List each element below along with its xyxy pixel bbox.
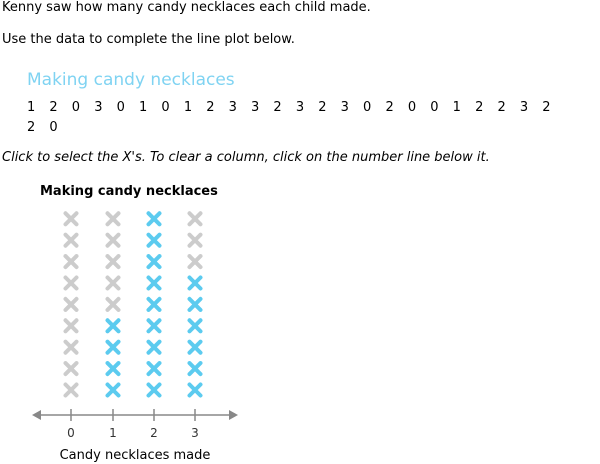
x-mark-1-7[interactable]	[108, 256, 119, 267]
x-mark-1-8[interactable]	[108, 235, 119, 246]
x-mark-1-9[interactable]	[108, 213, 119, 224]
tick-label-0[interactable]: 0	[67, 426, 75, 440]
question-text: Kenny saw how many candy necklaces each child made.	[2, 0, 371, 15]
x-mark-selected-2-5[interactable]	[149, 299, 160, 310]
question-instruction: Use the data to complete the line plot below.	[2, 32, 295, 47]
interaction-instruction: Click to select the X's. To clear a column, click on the number line below it.	[2, 150, 490, 165]
x-mark-0-6[interactable]	[66, 278, 77, 289]
axis-right-arrow-icon	[229, 410, 238, 420]
number-line[interactable]	[32, 410, 238, 420]
x-mark-selected-1-2[interactable]	[108, 363, 119, 374]
x-mark-3-9[interactable]	[190, 213, 201, 224]
line-plot	[0, 200, 600, 464]
x-mark-0-2[interactable]	[66, 363, 77, 374]
plot-title: Making candy necklaces	[40, 184, 218, 199]
tick-label-2[interactable]: 2	[150, 426, 158, 440]
x-mark-1-5[interactable]	[108, 299, 119, 310]
x-mark-selected-2-2[interactable]	[149, 363, 160, 374]
x-mark-selected-2-8[interactable]	[149, 235, 160, 246]
tick-label-1[interactable]: 1	[109, 426, 117, 440]
x-mark-selected-3-2[interactable]	[190, 363, 201, 374]
x-mark-selected-2-7[interactable]	[149, 256, 160, 267]
x-mark-selected-2-4[interactable]	[149, 320, 160, 331]
data-values-row-1: 1 2 0 3 0 1 0 1 2 3 3 2 3 2 3 0 2 0 0 1 2 2 3 2	[27, 100, 551, 115]
tick-label-3[interactable]: 3	[191, 426, 199, 440]
x-mark-0-9[interactable]	[66, 213, 77, 224]
x-mark-selected-3-6[interactable]	[190, 278, 201, 289]
axis-left-arrow-icon	[32, 410, 41, 420]
x-mark-selected-2-6[interactable]	[149, 278, 160, 289]
x-axis-label: Candy necklaces made	[59, 448, 211, 463]
data-set-title: Making candy necklaces	[27, 70, 235, 90]
x-mark-0-7[interactable]	[66, 256, 77, 267]
x-mark-selected-1-1[interactable]	[108, 385, 119, 396]
x-mark-selected-3-1[interactable]	[190, 385, 201, 396]
x-mark-0-5[interactable]	[66, 299, 77, 310]
x-mark-0-3[interactable]	[66, 342, 77, 353]
x-mark-selected-2-3[interactable]	[149, 342, 160, 353]
x-mark-0-8[interactable]	[66, 235, 77, 246]
x-mark-0-4[interactable]	[66, 320, 77, 331]
x-mark-3-7[interactable]	[190, 256, 201, 267]
x-mark-selected-3-4[interactable]	[190, 320, 201, 331]
x-mark-selected-2-1[interactable]	[149, 385, 160, 396]
x-mark-0-1[interactable]	[66, 385, 77, 396]
x-mark-3-8[interactable]	[190, 235, 201, 246]
x-mark-1-6[interactable]	[108, 278, 119, 289]
x-mark-selected-3-5[interactable]	[190, 299, 201, 310]
x-mark-selected-3-3[interactable]	[190, 342, 201, 353]
x-mark-selected-2-9[interactable]	[149, 213, 160, 224]
x-mark-selected-1-4[interactable]	[108, 320, 119, 331]
data-values-row-2: 2 0	[27, 120, 58, 135]
x-mark-selected-1-3[interactable]	[108, 342, 119, 353]
